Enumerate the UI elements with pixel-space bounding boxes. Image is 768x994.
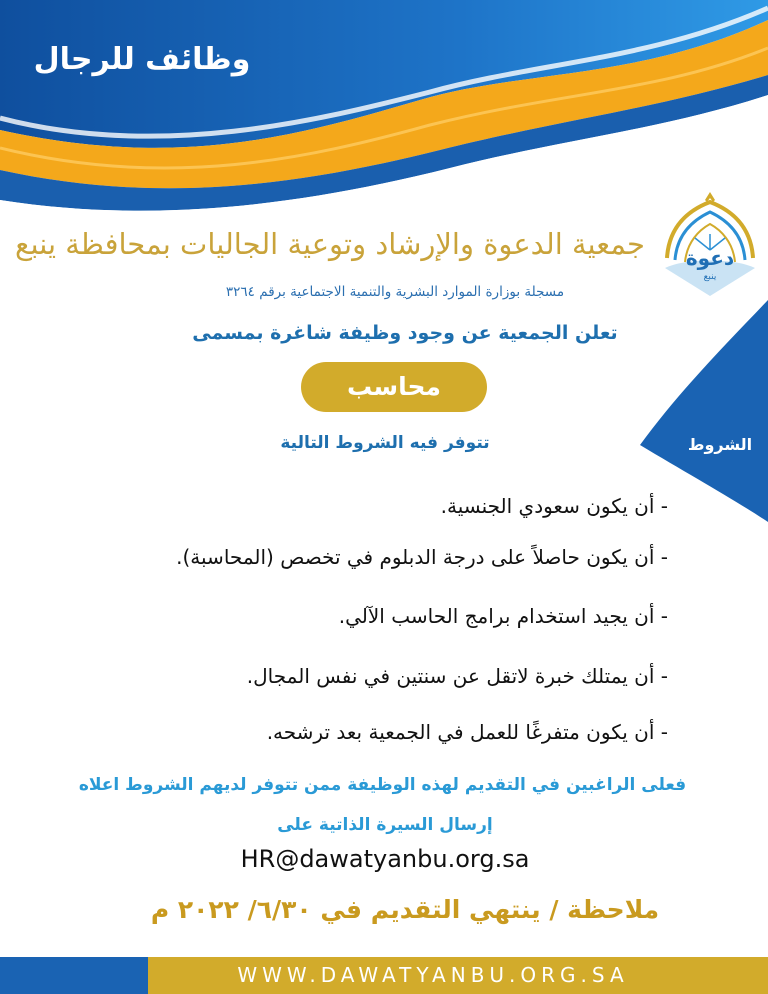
contact-email[interactable]: HR@dawatyanbu.org.sa <box>240 845 530 873</box>
deadline-note: ملاحظة / ينتهي التقديم في ٦/٣٠/ ٢٠٢٢ م <box>150 895 660 924</box>
logo-text: دعوة <box>685 246 735 270</box>
registration-text: مسجلة بوزارة الموارد البشرية والتنمية الاجتماعية برقم ٣٢٦٤ <box>225 284 565 300</box>
side-tab-label: الشروط <box>687 435 753 454</box>
conditions-side-tab <box>640 300 768 522</box>
condition-item: - أن يكون متفرغًا للعمل في الجمعية بعد ترشحه. <box>266 720 668 744</box>
logo-subtext: ينبع <box>703 272 717 282</box>
condition-item: - أن يكون حاصلاً على درجة الدبلوم في تخصص (المحاسبة). <box>176 545 668 569</box>
organization-logo <box>655 188 765 300</box>
job-title-badge <box>301 362 487 412</box>
conditions-intro: تتوفر فيه الشروط التالية <box>280 433 490 453</box>
organization-name: جمعية الدعوة والإرشاد وتوعية الجاليات بمحافظة ينبع <box>15 227 645 261</box>
announcement-text: تعلن الجمعية عن وجود وظيفة شاغرة بمسمى <box>192 322 618 344</box>
condition-item: - أن يمتلك خبرة لاتقل عن سنتين في نفس المجال. <box>246 664 668 688</box>
header-waves <box>0 0 768 230</box>
footer-accent <box>0 957 148 994</box>
condition-item: - أن يجيد استخدام برامج الحاسب الآلي. <box>338 604 668 628</box>
apply-send-cv: إرسال السيرة الذاتية على <box>277 815 493 835</box>
footer-website[interactable]: WWW.DAWATYANBU.ORG.SA <box>237 963 629 987</box>
job-title: محاسب <box>347 372 441 401</box>
condition-item: - أن يكون سعودي الجنسية. <box>440 494 668 518</box>
apply-instructions: فعلى الراغبين في التقديم لهذه الوظيفة ممن تتوفر لديهم الشروط اعلاه <box>78 775 687 795</box>
page-title: وظائف للرجال <box>33 42 251 77</box>
